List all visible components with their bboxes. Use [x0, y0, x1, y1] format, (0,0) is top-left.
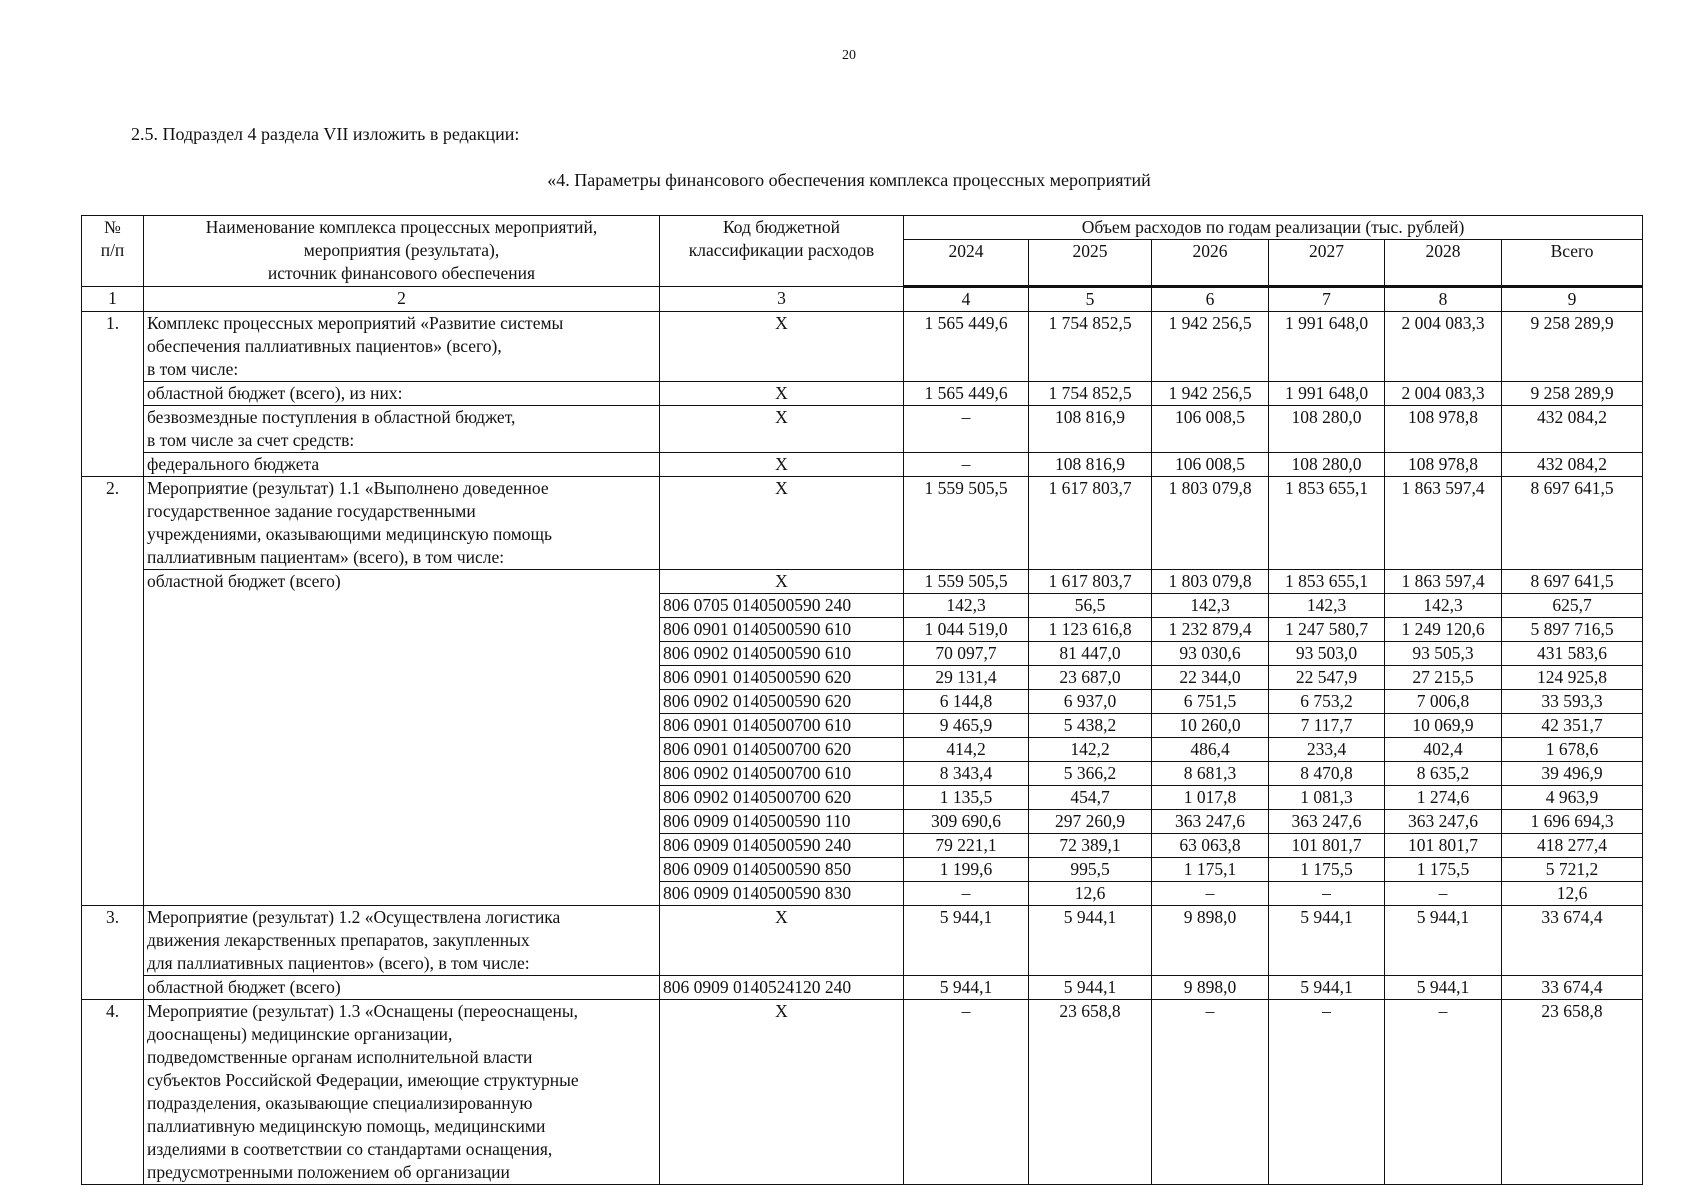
table-row: [82, 382, 1643, 406]
value-cell: 1 044 519,0: [904, 618, 1029, 642]
budget-code: 806 0909 0140524120 240: [660, 976, 904, 1000]
row-name: областной бюджет (всего): [144, 570, 660, 906]
budget-code: X: [660, 906, 904, 976]
table-caption: «4. Параметры финансового обеспечения комплекса процессных мероприятий: [547, 170, 1151, 190]
value-cell: –: [1385, 1000, 1502, 1185]
column-number: 4: [904, 287, 1029, 312]
budget-code: 806 0901 0140500590 610: [660, 618, 904, 642]
value-cell: 1 559 505,5: [904, 570, 1029, 594]
value-cell: 233,4: [1269, 738, 1385, 762]
budget-code: 806 0902 0140500590 610: [660, 642, 904, 666]
row-name: Мероприятие (результат) 1.2 «Осуществлена логистика движения лекарственных препаратов, закупленных для паллиативных пациентов» (всего), в том числе:: [144, 906, 660, 976]
row-number: 3.: [82, 906, 144, 1000]
table-row: [82, 976, 1643, 1000]
value-cell: –: [904, 882, 1029, 906]
value-total: 9 258 289,9: [1502, 382, 1643, 406]
value-cell: 1 123 616,8: [1029, 618, 1152, 642]
value-cell: 101 801,7: [1385, 834, 1502, 858]
table-row: [82, 906, 1643, 976]
value-cell: 2 004 083,3: [1385, 382, 1502, 406]
value-cell: 8 343,4: [904, 762, 1029, 786]
value-cell: 8 470,8: [1269, 762, 1385, 786]
value-cell: 108 280,0: [1269, 453, 1385, 477]
column-number: 6: [1152, 287, 1269, 312]
budget-code: 806 0902 0140500590 620: [660, 690, 904, 714]
value-total: 432 084,2: [1502, 453, 1643, 477]
value-total: 4 963,9: [1502, 786, 1643, 810]
intro-text: 2.5. Подраздел 4 раздела VII изложить в редакции:: [131, 124, 520, 144]
value-cell: –: [1269, 882, 1385, 906]
header-name: Наименование комплекса процессных мероприятий, мероприятия (результата), источник финансового обеспечения: [144, 216, 660, 287]
value-cell: 1 135,5: [904, 786, 1029, 810]
budget-code: 806 0902 0140500700 610: [660, 762, 904, 786]
header-row: [82, 216, 1643, 240]
value-cell: 108 816,9: [1029, 453, 1152, 477]
value-cell: 1 754 852,5: [1029, 312, 1152, 382]
value-cell: 22 344,0: [1152, 666, 1269, 690]
value-cell: –: [1269, 1000, 1385, 1185]
value-cell: 10 260,0: [1152, 714, 1269, 738]
value-total: 432 084,2: [1502, 406, 1643, 453]
value-total: 23 658,8: [1502, 1000, 1643, 1185]
value-cell: 6 937,0: [1029, 690, 1152, 714]
value-cell: 93 503,0: [1269, 642, 1385, 666]
budget-code: 806 0909 0140500590 240: [660, 834, 904, 858]
budget-code: 806 0902 0140500700 620: [660, 786, 904, 810]
header-volume: Объем расходов по годам реализации (тыс. рублей): [904, 216, 1643, 240]
budget-code: X: [660, 382, 904, 406]
value-total: 12,6: [1502, 882, 1643, 906]
value-cell: 1 991 648,0: [1269, 312, 1385, 382]
value-cell: 7 006,8: [1385, 690, 1502, 714]
value-cell: 23 658,8: [1029, 1000, 1152, 1185]
value-total: 431 583,6: [1502, 642, 1643, 666]
value-cell: 309 690,6: [904, 810, 1029, 834]
budget-code: 806 0909 0140500590 830: [660, 882, 904, 906]
value-total: 625,7: [1502, 594, 1643, 618]
value-cell: 6 144,8: [904, 690, 1029, 714]
value-total: 33 674,4: [1502, 906, 1643, 976]
column-number: 8: [1385, 287, 1502, 312]
value-cell: 1 199,6: [904, 858, 1029, 882]
value-cell: 29 131,4: [904, 666, 1029, 690]
row-name: безвозмездные поступления в областной бюджет, в том числе за счет средств:: [144, 406, 660, 453]
value-cell: 402,4: [1385, 738, 1502, 762]
value-cell: 1 274,6: [1385, 786, 1502, 810]
table-row: [82, 570, 1643, 594]
budget-code: X: [660, 570, 904, 594]
table-row: [82, 312, 1643, 382]
value-cell: 9 465,9: [904, 714, 1029, 738]
value-cell: 2 004 083,3: [1385, 312, 1502, 382]
value-cell: 1 175,5: [1385, 858, 1502, 882]
budget-code: X: [660, 312, 904, 382]
value-cell: 8 635,2: [1385, 762, 1502, 786]
header-year: 2027: [1269, 240, 1385, 287]
value-cell: 1 617 803,7: [1029, 570, 1152, 594]
value-cell: 363 247,6: [1385, 810, 1502, 834]
column-number: 5: [1029, 287, 1152, 312]
value-cell: 1 617 803,7: [1029, 477, 1152, 570]
value-cell: 108 978,8: [1385, 406, 1502, 453]
value-cell: 5 944,1: [904, 976, 1029, 1000]
value-cell: 108 816,9: [1029, 406, 1152, 453]
value-cell: 6 753,2: [1269, 690, 1385, 714]
budget-code: 806 0901 0140500700 610: [660, 714, 904, 738]
header-num: № п/п: [82, 216, 144, 287]
value-total: 418 277,4: [1502, 834, 1643, 858]
value-cell: 142,3: [1385, 594, 1502, 618]
value-cell: 8 681,3: [1152, 762, 1269, 786]
value-cell: 1 565 449,6: [904, 382, 1029, 406]
value-cell: 1 559 505,5: [904, 477, 1029, 570]
value-cell: 142,2: [1029, 738, 1152, 762]
value-cell: 6 751,5: [1152, 690, 1269, 714]
value-cell: 1 175,1: [1152, 858, 1269, 882]
column-number: 9: [1502, 287, 1643, 312]
value-cell: 56,5: [1029, 594, 1152, 618]
value-cell: –: [1152, 1000, 1269, 1185]
budget-code: 806 0901 0140500590 620: [660, 666, 904, 690]
header-year: 2025: [1029, 240, 1152, 287]
value-total: 42 351,7: [1502, 714, 1643, 738]
value-cell: 81 447,0: [1029, 642, 1152, 666]
value-total: 39 496,9: [1502, 762, 1643, 786]
budget-code: X: [660, 453, 904, 477]
column-number: 7: [1269, 287, 1385, 312]
value-cell: 995,5: [1029, 858, 1152, 882]
row-name: Мероприятие (результат) 1.1 «Выполнено доведенное государственное задание государственными учреждениями, оказывающими медицинскую помощь паллиативным пациентам» (всего), в том числе:: [144, 477, 660, 570]
value-cell: 27 215,5: [1385, 666, 1502, 690]
value-cell: 70 097,7: [904, 642, 1029, 666]
value-cell: –: [1385, 882, 1502, 906]
value-cell: 1 942 256,5: [1152, 382, 1269, 406]
column-numbers-row: [82, 287, 1643, 312]
value-cell: 142,3: [904, 594, 1029, 618]
value-cell: 22 547,9: [1269, 666, 1385, 690]
row-name: областной бюджет (всего), из них:: [144, 382, 660, 406]
value-cell: 1 232 879,4: [1152, 618, 1269, 642]
value-cell: 363 247,6: [1152, 810, 1269, 834]
value-cell: –: [904, 406, 1029, 453]
value-total: 1 696 694,3: [1502, 810, 1643, 834]
value-cell: –: [1152, 882, 1269, 906]
header-code: Код бюджетной классификации расходов: [660, 216, 904, 287]
value-cell: 101 801,7: [1269, 834, 1385, 858]
value-cell: 5 944,1: [1029, 906, 1152, 976]
table-row: [82, 406, 1643, 453]
value-total: 33 593,3: [1502, 690, 1643, 714]
row-number: 2.: [82, 477, 144, 906]
value-cell: 108 978,8: [1385, 453, 1502, 477]
value-cell: 1 247 580,7: [1269, 618, 1385, 642]
value-cell: 5 944,1: [1269, 976, 1385, 1000]
table-row: [82, 477, 1643, 570]
value-cell: 1 754 852,5: [1029, 382, 1152, 406]
header-total: Всего: [1502, 240, 1643, 287]
value-cell: 1 863 597,4: [1385, 570, 1502, 594]
page-number: 20: [842, 48, 856, 63]
budget-code: X: [660, 406, 904, 453]
value-cell: 10 069,9: [1385, 714, 1502, 738]
value-cell: 363 247,6: [1269, 810, 1385, 834]
value-cell: 63 063,8: [1152, 834, 1269, 858]
row-number: 1.: [82, 312, 144, 477]
value-cell: 1 249 120,6: [1385, 618, 1502, 642]
value-cell: 1 853 655,1: [1269, 570, 1385, 594]
value-total: 8 697 641,5: [1502, 570, 1643, 594]
value-cell: –: [904, 453, 1029, 477]
value-total: 8 697 641,5: [1502, 477, 1643, 570]
row-number: 4.: [82, 1000, 144, 1185]
value-total: 9 258 289,9: [1502, 312, 1643, 382]
value-cell: 454,7: [1029, 786, 1152, 810]
header-year: 2028: [1385, 240, 1502, 287]
value-cell: 297 260,9: [1029, 810, 1152, 834]
value-cell: 1 803 079,8: [1152, 477, 1269, 570]
header-year: 2024: [904, 240, 1029, 287]
budget-code: X: [660, 477, 904, 570]
value-cell: 5 944,1: [904, 906, 1029, 976]
value-total: 124 925,8: [1502, 666, 1643, 690]
value-cell: 23 687,0: [1029, 666, 1152, 690]
value-cell: 106 008,5: [1152, 406, 1269, 453]
value-cell: 9 898,0: [1152, 976, 1269, 1000]
budget-code: 806 0705 0140500590 240: [660, 594, 904, 618]
value-cell: 142,3: [1152, 594, 1269, 618]
budget-code: 806 0901 0140500700 620: [660, 738, 904, 762]
value-cell: 1 565 449,6: [904, 312, 1029, 382]
row-name: областной бюджет (всего): [144, 976, 660, 1000]
value-cell: 1 853 655,1: [1269, 477, 1385, 570]
value-cell: 5 944,1: [1385, 906, 1502, 976]
financing-table: [81, 215, 1643, 1185]
value-cell: 486,4: [1152, 738, 1269, 762]
header-year: 2026: [1152, 240, 1269, 287]
value-cell: 5 438,2: [1029, 714, 1152, 738]
value-cell: 9 898,0: [1152, 906, 1269, 976]
value-cell: 93 030,6: [1152, 642, 1269, 666]
value-cell: 1 942 256,5: [1152, 312, 1269, 382]
value-cell: 5 944,1: [1385, 976, 1502, 1000]
budget-code: 806 0909 0140500590 110: [660, 810, 904, 834]
value-cell: –: [904, 1000, 1029, 1185]
value-cell: 142,3: [1269, 594, 1385, 618]
value-cell: 108 280,0: [1269, 406, 1385, 453]
column-number: 2: [144, 287, 660, 312]
value-cell: 1 991 648,0: [1269, 382, 1385, 406]
row-name: федерального бюджета: [144, 453, 660, 477]
table-row: [82, 1000, 1643, 1185]
value-cell: 72 389,1: [1029, 834, 1152, 858]
value-cell: 1 081,3: [1269, 786, 1385, 810]
value-total: 33 674,4: [1502, 976, 1643, 1000]
column-number: 3: [660, 287, 904, 312]
value-cell: 12,6: [1029, 882, 1152, 906]
value-total: 1 678,6: [1502, 738, 1643, 762]
value-total: 5 721,2: [1502, 858, 1643, 882]
row-name: Мероприятие (результат) 1.3 «Оснащены (переоснащены, дооснащены) медицинские организации, подведомственные органам исполнительной власти субъектов Российской Федерации, имеющие структурные подразделения, оказывающие специализированную паллиативную медицинскую помощь, медицинскими изделиями в соответствии со стандартами оснащения, предусмотренными положением об организации: [144, 1000, 660, 1185]
row-name: Комплекс процессных мероприятий «Развитие системы обеспечения паллиативных пациентов» (всего), в том числе:: [144, 312, 660, 382]
value-cell: 5 944,1: [1029, 976, 1152, 1000]
budget-code: 806 0909 0140500590 850: [660, 858, 904, 882]
value-cell: 93 505,3: [1385, 642, 1502, 666]
value-cell: 1 803 079,8: [1152, 570, 1269, 594]
budget-code: X: [660, 1000, 904, 1185]
value-cell: 1 175,5: [1269, 858, 1385, 882]
value-cell: 5 944,1: [1269, 906, 1385, 976]
column-number: 1: [82, 287, 144, 312]
value-total: 5 897 716,5: [1502, 618, 1643, 642]
value-cell: 79 221,1: [904, 834, 1029, 858]
value-cell: 7 117,7: [1269, 714, 1385, 738]
value-cell: 1 863 597,4: [1385, 477, 1502, 570]
table-row: [82, 453, 1643, 477]
value-cell: 5 366,2: [1029, 762, 1152, 786]
value-cell: 414,2: [904, 738, 1029, 762]
value-cell: 106 008,5: [1152, 453, 1269, 477]
value-cell: 1 017,8: [1152, 786, 1269, 810]
